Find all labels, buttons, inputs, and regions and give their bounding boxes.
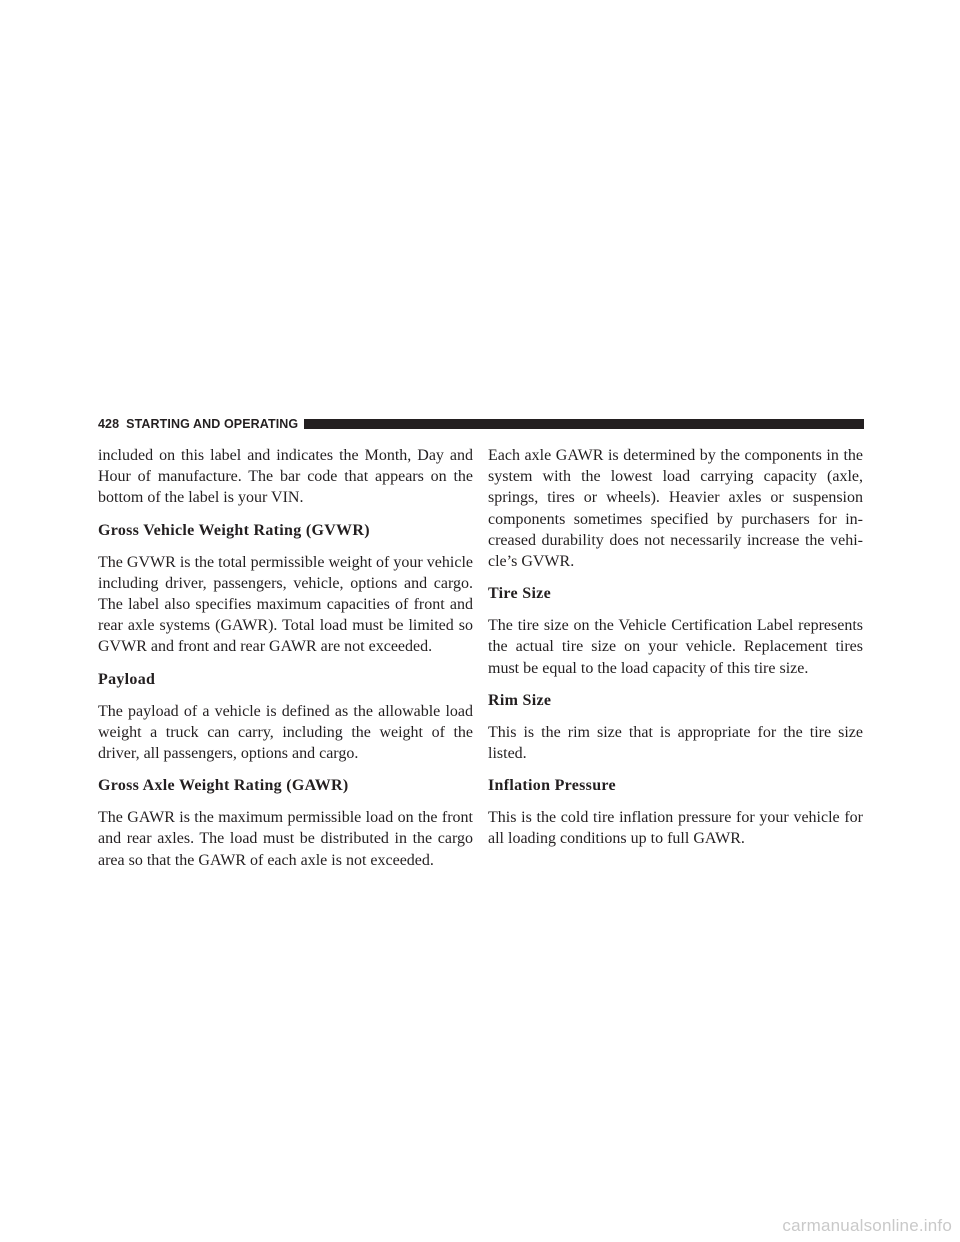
header-rule [304, 419, 864, 429]
page-header [98, 417, 864, 431]
paragraph-label-date-info: included on this label and indicates the Month, Day and Hour of manufacture. The bar code that appears on the bottom of the label is your VIN. [98, 447, 473, 507]
heading-rim-size: Rim Size [488, 691, 552, 709]
paragraph-gvwr: The GVWR is the total permissible weight of your vehicle including driver, passengers, vehicle, options and cargo. The label also specifies maximum capacities of front and rear axle systems (GAWR). Total load must be limited so GVWR and front and rear GAWR are not exceeded. [98, 553, 473, 656]
heading-tire-size: Tire Size [488, 585, 551, 603]
paragraph-inflation-pressure: This is the cold tire inflation pressure for your vehicle for all loading conditions up to full GAWR. [488, 809, 863, 848]
paragraph-gawr: The GAWR is the maximum permissible load on the front and rear axles. The load must be distributed in the cargo area so that the GAWR of each axle is not exceeded. [98, 809, 473, 869]
paragraph-axle-gawr: Each axle GAWR is determined by the components in the system with the lowest load carrying capacity (axle, springs, tires or wheels). Heavier axles or suspension components sometimes specified by purchasers for increased durability does not necessarily increase the vehicle’s GVWR. [488, 447, 863, 571]
paragraph-rim-size: This is the rim size that is appropriate for the tire size listed. [488, 723, 863, 763]
section-title: STARTING AND OPERATING [126, 417, 299, 431]
paragraph-payload: The payload of a vehicle is defined as the allowable load weight a truck can carry, including the weight of the driver, all passengers, options and cargo. [98, 702, 473, 763]
page-number: 428 [98, 417, 120, 431]
heading-payload: Payload [98, 670, 156, 688]
left-column [98, 445, 473, 882]
heading-inflation-pressure: Inflation Pressure [488, 777, 616, 795]
heading-gvwr: Gross Vehicle Weight Rating (GVWR) [98, 521, 370, 539]
paragraph-tire-size: The tire size on the Vehicle Certification Label represents the actual tire size on your vehicle. Replacement tires must be equal to the load capacity of this tire size. [488, 617, 863, 677]
watermark: carmanualsonline.info [782, 1216, 952, 1235]
right-column [488, 445, 863, 861]
heading-gawr: Gross Axle Weight Rating (GAWR) [98, 777, 349, 795]
